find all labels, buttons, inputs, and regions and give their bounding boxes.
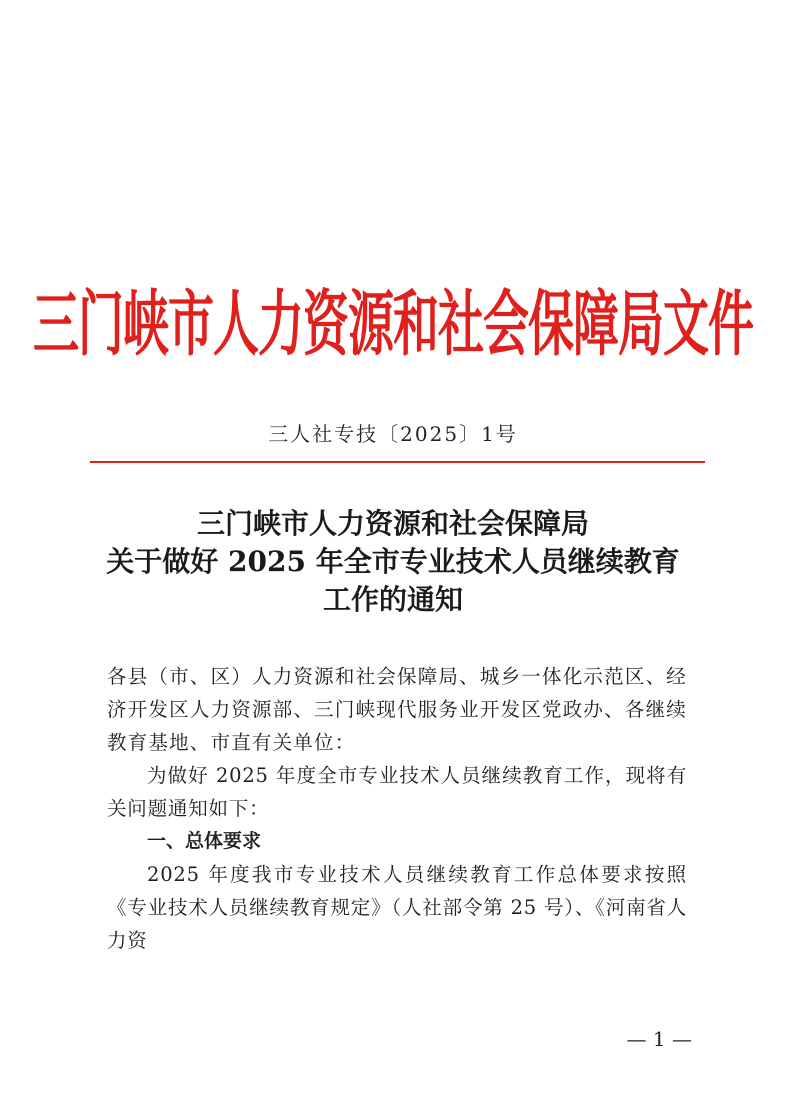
- page-number: — 1 —: [626, 1027, 692, 1051]
- document-number: 三人社专技〔2025〕1号: [268, 422, 518, 446]
- red-divider-rule: [90, 461, 705, 463]
- notice-body: [107, 660, 687, 957]
- title-line-3: 工作的通知: [322, 583, 463, 616]
- title-line-1: 三门峡市人力资源和社会保障局: [196, 507, 589, 540]
- section-heading-1: 一、总体要求: [147, 830, 262, 852]
- title-line-2: 关于做好 2025 年全市专业技术人员继续教育: [106, 545, 680, 578]
- notice-title: [0, 505, 786, 619]
- section-1-paragraph: 2025 年度我市专业技术人员继续教育工作总体要求按照《专业技术人员继续教育规定》（人社部令第 25 号）、《河南省人力资: [107, 863, 687, 952]
- masthead-title: 三门峡市人力资源和社会保障局文件: [33, 281, 753, 366]
- intro-paragraph: 为做好 2025 年度全市专业技术人员继续教育工作，现将有关问题通知如下：: [107, 764, 687, 820]
- salutation-paragraph: 各县（市、区）人力资源和社会保障局、城乡一体化示范区、经济开发区人力资源部、三门峡现代服务业开发区党政办、各继续教育基地、市直有关单位：: [107, 665, 687, 754]
